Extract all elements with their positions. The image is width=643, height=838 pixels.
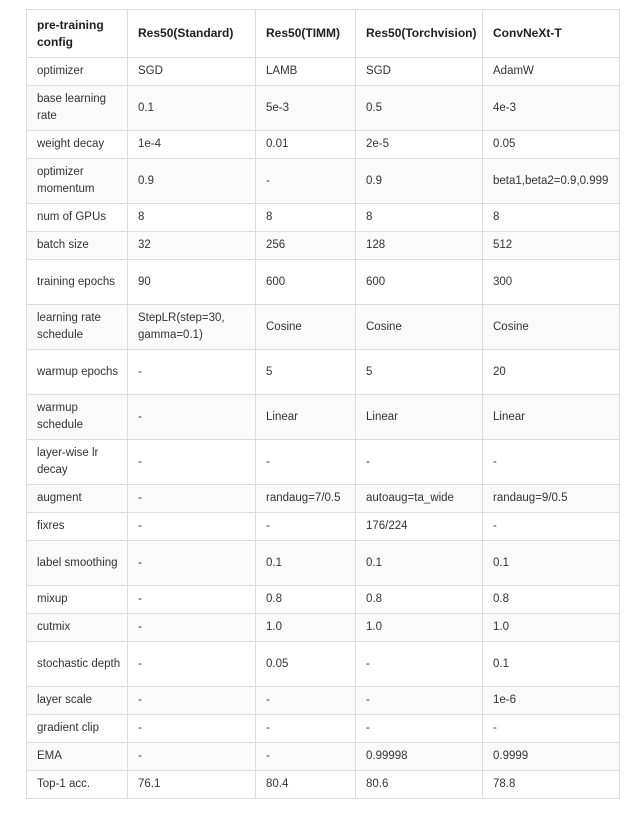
table-cell-res50-torchvision: 176/224 (356, 513, 483, 541)
table-cell-res50-timm: - (256, 687, 356, 715)
table-cell-convnext-t: beta1,beta2=0.9,0.999 (483, 159, 620, 204)
table-cell-res50-timm: 0.01 (256, 131, 356, 159)
table-cell-res50-torchvision: - (356, 642, 483, 687)
table-cell-convnext-t: 4e-3 (483, 86, 620, 131)
table-row (27, 350, 620, 395)
header-res50-standard: Res50(Standard) (128, 10, 256, 58)
table-cell-res50-standard: 32 (128, 232, 256, 260)
table-cell-res50-torchvision: 5 (356, 350, 483, 395)
table-cell-config: mixup (27, 586, 128, 614)
table-cell-res50-torchvision: - (356, 715, 483, 743)
table-cell-res50-timm: - (256, 715, 356, 743)
table-cell-convnext-t: Linear (483, 395, 620, 440)
table-cell-config: cutmix (27, 614, 128, 642)
table-cell-res50-torchvision: 0.9 (356, 159, 483, 204)
table-cell-config: num of GPUs (27, 204, 128, 232)
table-row (27, 614, 620, 642)
table-cell-res50-standard: StepLR(step=30, gamma=0.1) (128, 305, 256, 350)
table-cell-res50-timm: 1.0 (256, 614, 356, 642)
table-cell-res50-timm: Linear (256, 395, 356, 440)
table-body (27, 58, 620, 799)
table-cell-res50-standard: - (128, 743, 256, 771)
table-cell-config: warmup schedule (27, 395, 128, 440)
table-cell-convnext-t: 1.0 (483, 614, 620, 642)
table-header-row (27, 10, 620, 58)
table-cell-res50-timm: LAMB (256, 58, 356, 86)
table-cell-res50-timm: 80.4 (256, 771, 356, 799)
table-cell-convnext-t: - (483, 440, 620, 485)
header-res50-timm: Res50(TIMM) (256, 10, 356, 58)
header-res50-torchvision: Res50(Torchvision) (356, 10, 483, 58)
table-cell-config: weight decay (27, 131, 128, 159)
table-cell-config: fixres (27, 513, 128, 541)
pretraining-config-table (26, 9, 620, 799)
table-cell-res50-timm: 0.8 (256, 586, 356, 614)
table-cell-config: base learning rate (27, 86, 128, 131)
table-cell-convnext-t: 0.8 (483, 586, 620, 614)
table-cell-convnext-t: 0.9999 (483, 743, 620, 771)
header-convnext-t: ConvNeXt-T (483, 10, 620, 58)
table-cell-convnext-t: randaug=9/0.5 (483, 485, 620, 513)
table-cell-res50-timm: 5 (256, 350, 356, 395)
table-cell-res50-torchvision: - (356, 440, 483, 485)
table-cell-config: layer scale (27, 687, 128, 715)
table-cell-config: Top-1 acc. (27, 771, 128, 799)
table-cell-res50-torchvision: 0.8 (356, 586, 483, 614)
table-row (27, 440, 620, 485)
table-row (27, 58, 620, 86)
table-cell-res50-standard: - (128, 687, 256, 715)
table-cell-res50-standard: - (128, 395, 256, 440)
table-cell-convnext-t: 78.8 (483, 771, 620, 799)
table-cell-res50-timm: - (256, 440, 356, 485)
table-cell-res50-standard: 76.1 (128, 771, 256, 799)
table-cell-config: learning rate schedule (27, 305, 128, 350)
table-row (27, 586, 620, 614)
table-cell-res50-standard: - (128, 485, 256, 513)
table-cell-res50-standard: 90 (128, 260, 256, 305)
table-row (27, 485, 620, 513)
table-row (27, 305, 620, 350)
table-cell-res50-standard: - (128, 586, 256, 614)
table-cell-res50-torchvision: 0.99998 (356, 743, 483, 771)
table-row (27, 260, 620, 305)
table-cell-convnext-t: 8 (483, 204, 620, 232)
table-cell-res50-standard: - (128, 513, 256, 541)
table-cell-config: training epochs (27, 260, 128, 305)
table-cell-res50-torchvision: 0.1 (356, 541, 483, 586)
table-row (27, 771, 620, 799)
table-cell-config: augment (27, 485, 128, 513)
table-row (27, 395, 620, 440)
table-cell-res50-standard: 8 (128, 204, 256, 232)
table-cell-config: layer-wise lr decay (27, 440, 128, 485)
table-cell-convnext-t: 0.1 (483, 541, 620, 586)
table-cell-res50-torchvision: Linear (356, 395, 483, 440)
table-cell-res50-torchvision: 1.0 (356, 614, 483, 642)
table-cell-res50-torchvision: Cosine (356, 305, 483, 350)
table-row (27, 86, 620, 131)
table-cell-res50-torchvision: autoaug=ta_wide (356, 485, 483, 513)
table-row (27, 642, 620, 687)
table-cell-convnext-t: 20 (483, 350, 620, 395)
table-cell-res50-torchvision: 600 (356, 260, 483, 305)
table-cell-res50-standard: 0.9 (128, 159, 256, 204)
table-cell-convnext-t: 512 (483, 232, 620, 260)
table-cell-res50-timm: 600 (256, 260, 356, 305)
table-cell-config: batch size (27, 232, 128, 260)
table-cell-config: EMA (27, 743, 128, 771)
table-row (27, 715, 620, 743)
table-cell-res50-standard: SGD (128, 58, 256, 86)
table-cell-res50-timm: 8 (256, 204, 356, 232)
table-cell-convnext-t: - (483, 715, 620, 743)
table-row (27, 131, 620, 159)
table-cell-res50-timm: 0.1 (256, 541, 356, 586)
table-cell-res50-timm: - (256, 743, 356, 771)
table-cell-res50-timm: randaug=7/0.5 (256, 485, 356, 513)
table-cell-res50-torchvision: 2e-5 (356, 131, 483, 159)
table-cell-res50-torchvision: SGD (356, 58, 483, 86)
table-row (27, 159, 620, 204)
table-cell-res50-standard: 0.1 (128, 86, 256, 131)
table-cell-res50-torchvision: 128 (356, 232, 483, 260)
table-cell-res50-torchvision: - (356, 687, 483, 715)
table-row (27, 541, 620, 586)
config-table-container (26, 9, 619, 799)
table-cell-convnext-t: Cosine (483, 305, 620, 350)
table-cell-res50-standard: - (128, 440, 256, 485)
table-row (27, 232, 620, 260)
table-cell-res50-standard: - (128, 541, 256, 586)
table-cell-config: label smoothing (27, 541, 128, 586)
table-cell-res50-timm: 0.05 (256, 642, 356, 687)
table-cell-res50-timm: Cosine (256, 305, 356, 350)
table-cell-res50-timm: - (256, 159, 356, 204)
table-cell-res50-standard: - (128, 350, 256, 395)
table-cell-convnext-t: 300 (483, 260, 620, 305)
table-cell-convnext-t: AdamW (483, 58, 620, 86)
table-row (27, 513, 620, 541)
table-cell-convnext-t: 1e-6 (483, 687, 620, 715)
table-row (27, 687, 620, 715)
table-cell-res50-timm: - (256, 513, 356, 541)
table-cell-res50-standard: 1e-4 (128, 131, 256, 159)
header-config: pre-training config (27, 10, 128, 58)
table-row (27, 204, 620, 232)
table-cell-res50-torchvision: 80.6 (356, 771, 483, 799)
table-cell-res50-standard: - (128, 715, 256, 743)
table-cell-res50-timm: 5e-3 (256, 86, 356, 131)
table-cell-convnext-t: 0.1 (483, 642, 620, 687)
table-cell-config: stochastic depth (27, 642, 128, 687)
table-cell-res50-timm: 256 (256, 232, 356, 260)
table-cell-config: warmup epochs (27, 350, 128, 395)
table-cell-convnext-t: - (483, 513, 620, 541)
table-row (27, 743, 620, 771)
table-cell-config: optimizer (27, 58, 128, 86)
table-cell-config: optimizer momentum (27, 159, 128, 204)
table-cell-res50-torchvision: 8 (356, 204, 483, 232)
table-cell-res50-standard: - (128, 614, 256, 642)
table-cell-res50-torchvision: 0.5 (356, 86, 483, 131)
table-cell-config: gradient clip (27, 715, 128, 743)
table-cell-convnext-t: 0.05 (483, 131, 620, 159)
table-cell-res50-standard: - (128, 642, 256, 687)
